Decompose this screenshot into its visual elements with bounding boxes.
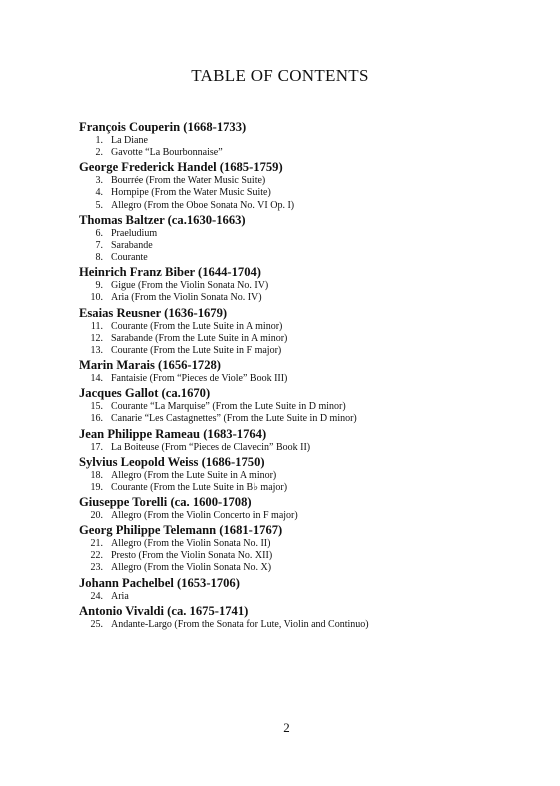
entry-title: Praeludium	[111, 227, 158, 239]
entry-title: Bourrée (From the Water Music Suite)	[111, 175, 266, 187]
composer-heading: Jacques Gallot (ca.1670)	[79, 386, 211, 401]
toc-entry	[79, 135, 549, 147]
entry-number: 23.	[90, 562, 103, 574]
toc-section	[79, 575, 549, 603]
composer-heading: Heinrich Franz Biber (1644-1704)	[79, 265, 262, 280]
entry-number: 6.	[95, 227, 103, 239]
composer-heading: Sylvius Leopold Weiss (1686-1750)	[79, 454, 265, 469]
toc-entry	[79, 280, 549, 292]
entry-title: Allegro (From the Violin Concerto in F major)	[111, 509, 298, 521]
toc-section	[79, 357, 549, 385]
entry-title: Courante (From the Lute Suite in A minor)	[111, 320, 283, 332]
entry-title: Gigue (From the Violin Sonata No. IV)	[111, 280, 269, 292]
entry-number: 18.	[90, 469, 103, 481]
entry-title: Courante “La Marquise” (From the Lute Suite in D minor)	[111, 401, 346, 413]
entry-title: Allegro (From the Oboe Sonata No. VI Op. I)	[111, 199, 295, 211]
entry-number: 20.	[90, 509, 103, 521]
entry-number: 24.	[90, 590, 103, 602]
entry-number: 14.	[90, 373, 103, 385]
toc-entry	[79, 550, 549, 562]
entry-number: 3.	[95, 175, 103, 187]
toc-entry	[79, 147, 549, 159]
entry-title: Aria	[111, 590, 129, 602]
entry-number: 7.	[95, 239, 103, 251]
toc-entry	[79, 252, 549, 264]
entry-title: La Boiteuse (From “Pieces de Clavecin” Book II)	[111, 441, 311, 453]
composer-heading: Marin Marais (1656-1728)	[79, 358, 221, 373]
entry-title: Allegro (From the Violin Sonata No. II)	[111, 538, 271, 550]
entry-title: Aria (From the Violin Sonata No. IV)	[111, 292, 262, 304]
entry-title: Gavotte “La Bourbonnaise”	[111, 147, 223, 159]
toc-section	[79, 522, 549, 574]
entry-number: 21.	[90, 538, 103, 550]
toc-section	[79, 494, 549, 522]
composer-heading: Jean Philippe Rameau (1683-1764)	[79, 426, 267, 441]
toc-entry	[79, 321, 549, 333]
composer-heading: Giuseppe Torelli (ca. 1600-1708)	[79, 494, 252, 509]
entry-number: 12.	[90, 332, 103, 344]
toc-entry	[79, 562, 549, 574]
toc-section	[79, 119, 549, 159]
entry-title: Courante (From the Lute Suite in B♭ major)	[111, 481, 288, 493]
entry-number: 10.	[90, 292, 103, 304]
toc-entry	[79, 538, 549, 550]
toc-entry	[79, 187, 549, 199]
toc-entry	[79, 333, 549, 345]
toc-section	[79, 454, 549, 494]
toc-entry	[79, 591, 549, 603]
composer-heading: Esaias Reusner (1636-1679)	[79, 305, 228, 320]
toc-entry	[79, 175, 549, 187]
toc-section	[79, 305, 549, 357]
entry-number: 22.	[90, 550, 103, 562]
entry-number: 16.	[90, 413, 103, 425]
entry-number: 19.	[90, 481, 103, 493]
toc-section	[79, 385, 549, 425]
entry-title: Courante	[111, 252, 148, 264]
toc-section	[79, 264, 549, 304]
page-title: TABLE OF CONTENTS	[191, 66, 369, 85]
entry-title: Presto (From the Violin Sonata No. XII)	[111, 550, 273, 562]
entry-number: 5.	[95, 199, 103, 211]
toc-entry	[79, 228, 549, 240]
entry-number: 15.	[90, 401, 103, 413]
toc-section	[79, 212, 549, 264]
composer-heading: Thomas Baltzer (ca.1630-1663)	[79, 212, 246, 227]
entry-number: 1.	[95, 135, 103, 146]
toc-section	[79, 426, 549, 454]
composer-heading: François Couperin (1668-1733)	[79, 120, 247, 134]
entry-title: Canarie “Les Castagnettes” (From the Lute Suite in D minor)	[111, 413, 357, 425]
composer-heading: Antonio Vivaldi (ca. 1675-1741)	[79, 603, 249, 618]
composer-heading: George Frederick Handel (1685-1759)	[79, 160, 283, 175]
composer-heading: Georg Philippe Telemann (1681-1767)	[79, 523, 283, 538]
toc-entry	[79, 200, 549, 212]
toc-entry	[79, 442, 549, 454]
toc-entry	[79, 413, 549, 425]
entry-title: Allegro (From the Violin Sonata No. X)	[111, 562, 272, 574]
composer-heading: Johann Pachelbel (1653-1706)	[79, 575, 240, 590]
toc-entry	[79, 292, 549, 304]
toc-entry	[79, 510, 549, 522]
entry-title: Hornpipe (From the Water Music Suite)	[111, 187, 271, 199]
entry-title: Sarabande (From the Lute Suite in A minor)	[111, 332, 288, 344]
entry-number: 9.	[95, 280, 103, 292]
entry-title: Courante (From the Lute Suite in F major)	[111, 344, 282, 356]
entry-number: 13.	[90, 344, 103, 356]
toc-entry	[79, 470, 549, 482]
entry-number: 11.	[90, 320, 103, 332]
toc-entry	[79, 482, 549, 494]
entry-number: 25.	[90, 618, 103, 630]
entry-number: 4.	[95, 187, 103, 199]
entry-number: 17.	[90, 441, 103, 453]
entry-number: 8.	[95, 252, 103, 264]
toc-entry	[79, 373, 549, 385]
toc-entry	[79, 401, 549, 413]
toc-section	[79, 159, 549, 211]
entry-number: 2.	[95, 147, 103, 159]
entry-title: Fantaisie (From “Pieces de Viole” Book III)	[111, 373, 288, 385]
toc-entry	[79, 345, 549, 357]
toc-section	[79, 603, 549, 631]
page-number: 2	[283, 720, 290, 735]
entry-title: Andante-Largo (From the Sonata for Lute, Violin and Continuo)	[111, 618, 369, 630]
toc-entry	[79, 240, 549, 252]
toc-entry	[79, 619, 549, 631]
entry-title: Allegro (From the Lute Suite in A minor)	[111, 469, 277, 481]
entry-title: Sarabande	[111, 239, 153, 251]
table-of-contents	[79, 119, 549, 631]
entry-title: La Diane	[111, 135, 148, 146]
